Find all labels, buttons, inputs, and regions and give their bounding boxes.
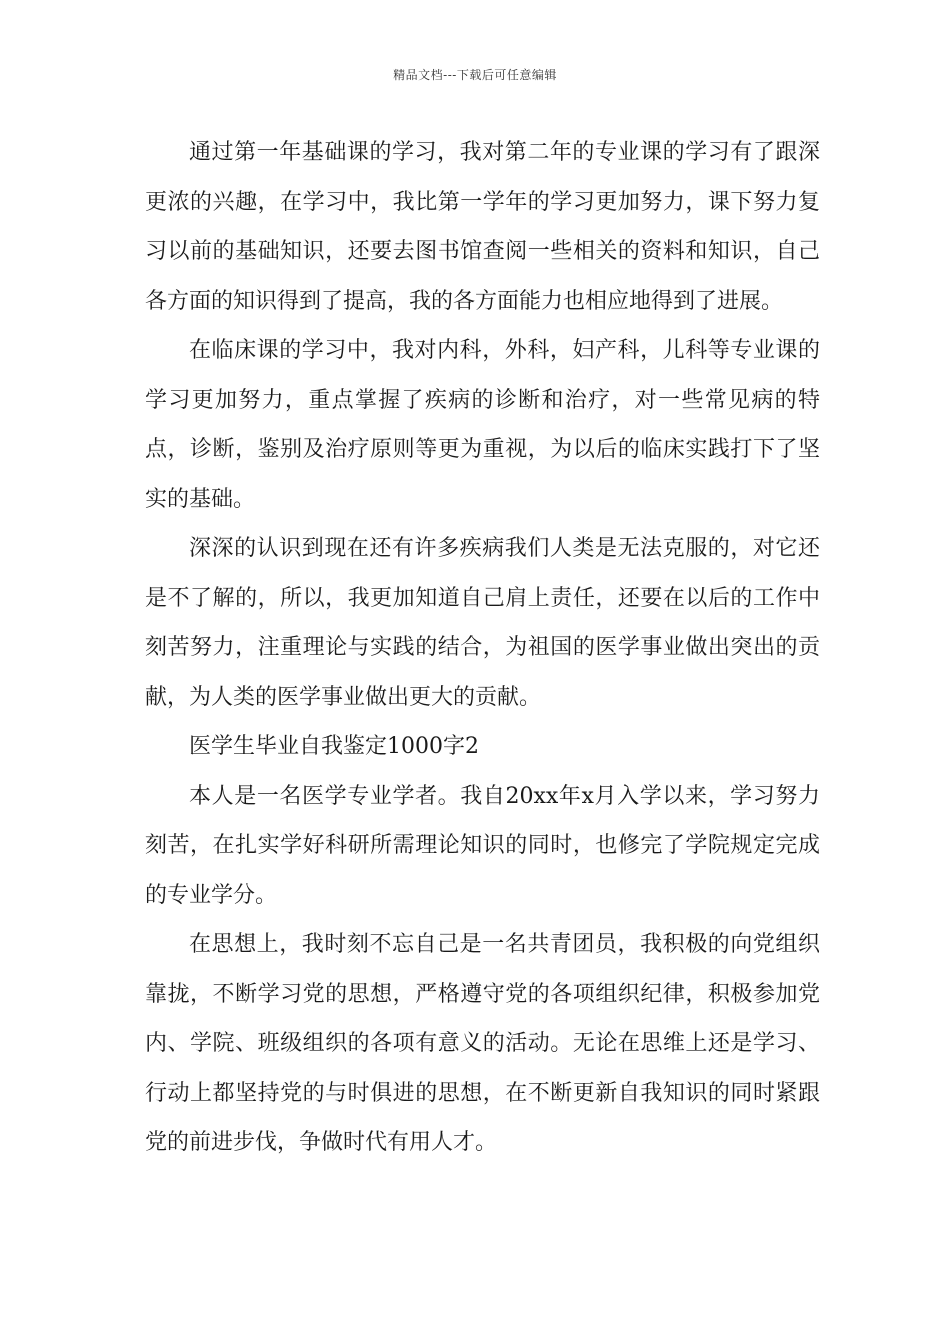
page-header: 精品文档---下载后可任意编辑 — [393, 68, 557, 82]
paragraph: 在临床课的学习中，我对内科，外科，妇产科，儿科等专业课的学习更加努力，重点掌握了疾病的诊断和治疗，对一些常见病的特点，诊断，鉴别及治疗原则等更为重视，为以后的临床实践打下了坚实的基础。 — [145, 338, 820, 512]
paragraph: 本人是一名医学专业学者。我自20xx年x月入学以来，学习努力刻苦，在扎实学好科研所需理论知识的同时，也修完了学院规定完成的专业学分。 — [145, 783, 820, 908]
document-body — [145, 128, 820, 1168]
section-heading: 医学生毕业自我鉴定1000字2 — [189, 734, 479, 759]
paragraph: 通过第一年基础课的学习，我对第二年的专业课的学习有了跟深更浓的兴趣，在学习中，我比第一学年的学习更加努力，课下努力复习以前的基础知识，还要去图书馆查阅一些相关的资料和知识，自己各方面的知识得到了提高，我的各方面能力也相应地得到了进展。 — [145, 140, 820, 314]
paragraph: 深深的认识到现在还有许多疾病我们人类是无法克服的，对它还是不了解的，所以，我更加知道自己肩上责任，还要在以后的工作中刻苦努力，注重理论与实践的结合，为祖国的医学事业做出突出的贡献，为人类的医学事业做出更大的贡献。 — [145, 536, 820, 710]
paragraph: 在思想上，我时刻不忘自己是一名共青团员，我积极的向党组织靠拢，不断学习党的思想，严格遵守党的各项组织纪律，积极参加党内、学院、班级组织的各项有意义的活动。无论在思维上还是学习、行动上都坚持党的与时俱进的思想，在不断更新自我知识的同时紧跟党的前进步伐，争做时代有用人才。 — [145, 932, 820, 1155]
